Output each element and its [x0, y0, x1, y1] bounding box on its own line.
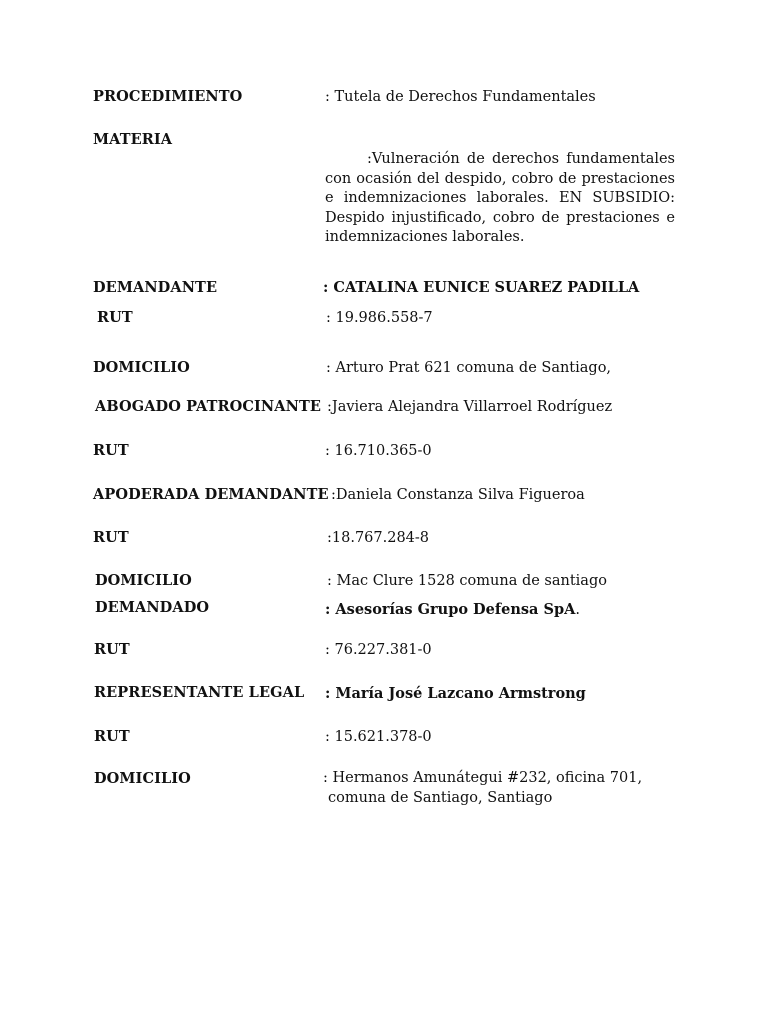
materia-value: :Vulneración de derechos fundamentales con ocasión del despido, cobro de prestaciones e indemnizaciones laborales. EN SUBSIDIO: Despido injustificado, cobro de prestaciones e indemnizaciones laborales. [325, 151, 675, 246]
representante-value: : María José Lazcano Armstrong [325, 685, 586, 702]
apoderada-value: :Daniela Constanza Silva Figueroa [331, 487, 585, 503]
demandado-rut-label: RUT [94, 641, 130, 658]
representante-domicilio-line2: comuna de Santiago, Santiago [328, 790, 553, 806]
apoderada-domicilio-label: DOMICILIO [95, 572, 192, 589]
representante-rut-value: : 15.621.378-0 [325, 729, 432, 745]
abogado-label: ABOGADO PATROCINANTE [95, 398, 321, 415]
abogado-rut-value: : 16.710.365-0 [325, 443, 432, 459]
demandante-rut-value: : 19.986.558-7 [326, 310, 433, 326]
demandante-domicilio-value: : Arturo Prat 621 comuna de Santiago, [326, 360, 612, 376]
procedimiento-value: : Tutela de Derechos Fundamentales [325, 89, 596, 105]
representante-domicilio-line1: : Hermanos Amunátegui #232, oficina 701, [323, 770, 643, 786]
materia-label: MATERIA [93, 131, 173, 148]
representante-rut-label: RUT [94, 728, 130, 745]
demandante-rut-label: RUT [97, 309, 133, 326]
demandante-domicilio-label: DOMICILIO [93, 359, 190, 376]
demandado-name: Asesorías Grupo Defensa SpA [335, 601, 576, 618]
representante-label: REPRESENTANTE LEGAL [94, 684, 305, 701]
apoderada-domicilio-value: : Mac Clure 1528 comuna de santiago [327, 573, 607, 589]
procedimiento-label: PROCEDIMIENTO [93, 88, 243, 105]
apoderada-label: APODERADA DEMANDANTE [93, 486, 329, 503]
apoderada-rut-label: RUT [93, 529, 129, 546]
demandado-value [325, 600, 580, 620]
abogado-rut-label: RUT [93, 442, 129, 459]
representante-domicilio-label: DOMICILIO [94, 770, 191, 787]
apoderada-rut-value: :18.767.284-8 [327, 530, 430, 546]
demandado-value-prefix: : [325, 601, 336, 618]
demandante-label: DEMANDANTE [93, 279, 218, 296]
abogado-value: :Javiera Alejandra Villarroel Rodríguez [327, 399, 613, 415]
demandado-label: DEMANDADO [95, 599, 210, 616]
demandado-rut-value: : 76.227.381-0 [325, 642, 432, 658]
demandante-value: : CATALINA EUNICE SUAREZ PADILLA [323, 279, 640, 296]
demandado-value-suffix: . [575, 602, 580, 618]
